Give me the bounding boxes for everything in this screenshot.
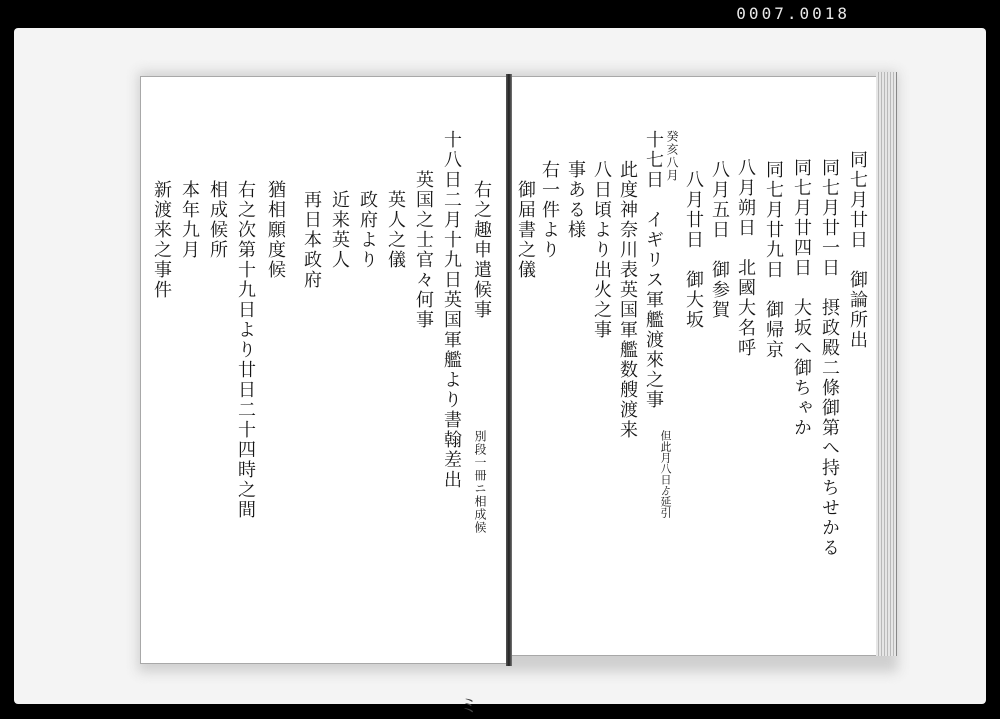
right-page-column: 八月廿日 御大坂 xyxy=(683,170,704,330)
right-page-column: 此度神奈川表英国軍艦数艘渡来 xyxy=(617,160,638,440)
left-page-column: 政府より xyxy=(357,190,378,270)
left-page-column: 猶相願度候 xyxy=(265,180,286,280)
right-page-column: 右一件より xyxy=(539,160,560,260)
left-page-column: 英人之儀 xyxy=(385,190,406,270)
right-page-column: 御届書之儀 xyxy=(515,180,536,280)
left-page-column: 右之趣申遣候事 xyxy=(471,180,492,320)
left-page-column: 相成候所 xyxy=(207,180,228,260)
left-page-column: 十八日二月十九日英国軍艦より書翰差出 xyxy=(441,130,462,490)
left-page-column: 右之次第十九日より廿日二十四時之間 xyxy=(235,180,256,520)
left-page-column: 再日本政府 xyxy=(301,190,322,290)
right-page-column: 事ある様 xyxy=(565,160,586,240)
right-page-column: 同七月廿九日 御帰京 xyxy=(763,160,784,360)
page-edges xyxy=(876,72,897,656)
right-page-column: 八月朔日 北國大名呼 xyxy=(735,158,756,358)
right-page-header-note: 癸亥八月 xyxy=(665,130,679,182)
right-page-column: 八月五日 御参賀 xyxy=(709,160,730,320)
frame-number: 0007.0018 xyxy=(736,4,850,23)
bottom-mark: ミ xyxy=(460,696,478,717)
left-page-column: 新渡来之事件 xyxy=(151,180,172,300)
left-page-column: 英国之士官々何事 xyxy=(413,170,434,330)
left-page-column: 近来英人 xyxy=(329,190,350,270)
left-page-top-note: 別段一冊ニ相成候 xyxy=(473,430,487,534)
right-page-side-note: 但此月八日ゟ延引 xyxy=(659,430,672,518)
right-page-column: 同七月廿日 御論所出 xyxy=(847,150,868,350)
left-page-column: 本年九月 xyxy=(179,180,200,260)
book-spine xyxy=(506,74,512,666)
right-page-column: 同七月廿一日 摂政殿二條御第へ持ちせかる xyxy=(819,158,840,558)
right-page-column: 八日頃より出火之事 xyxy=(591,160,612,340)
right-page-column: 十七日 イギリス軍艦渡來之事 xyxy=(643,130,664,410)
right-page-column: 同七月廿四日 大坂へ御ちゃか xyxy=(791,158,812,438)
